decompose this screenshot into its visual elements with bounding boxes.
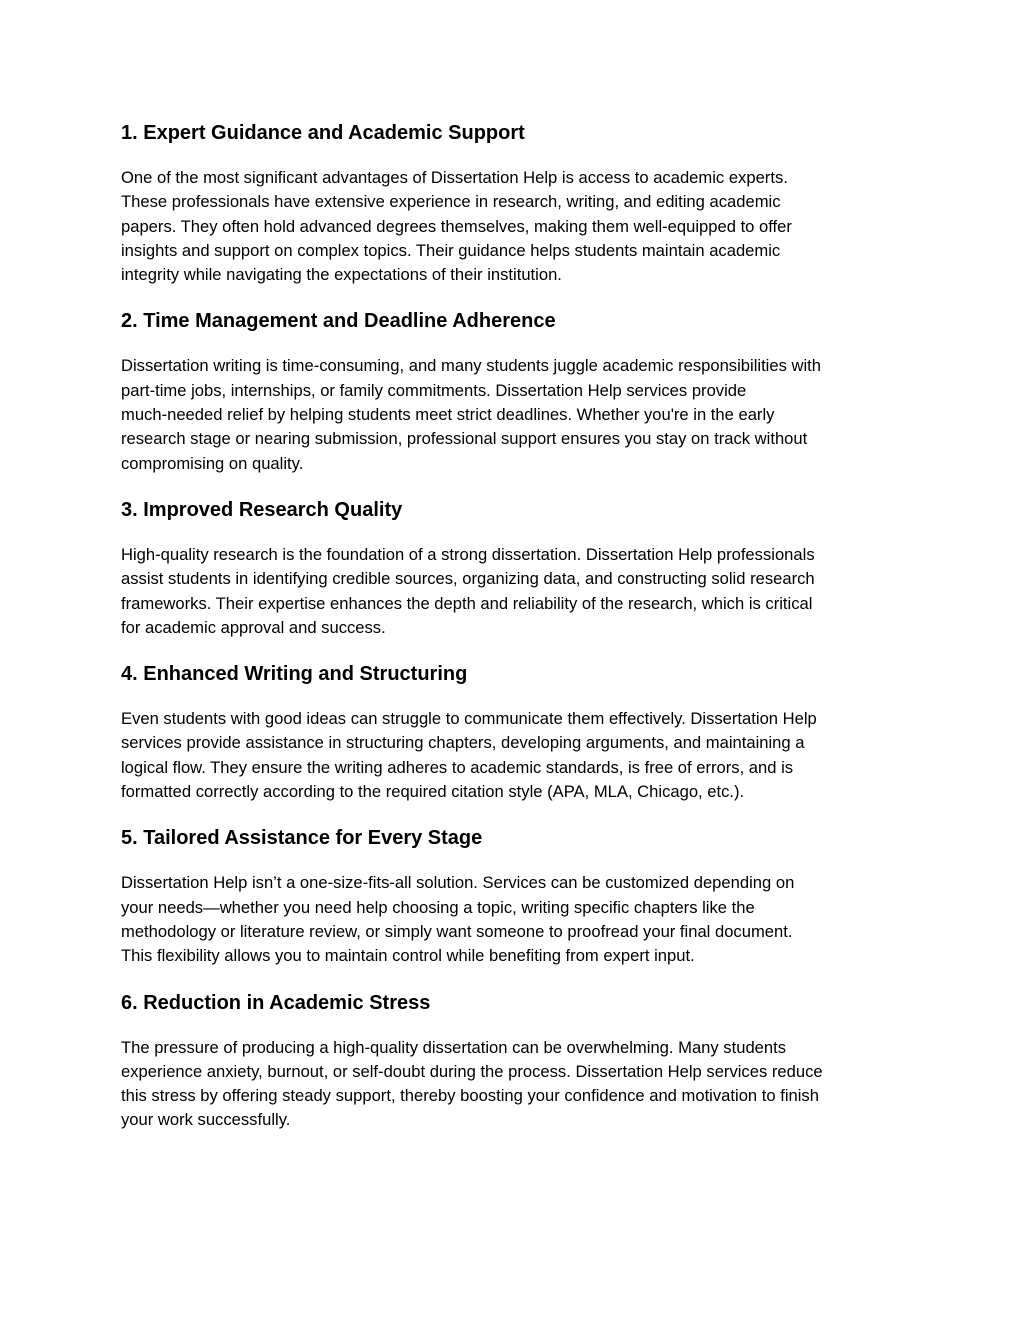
section-tailored-assistance	[121, 824, 911, 968]
paragraph-line: Dissertation Help isn’t a one-size-fits-all solution. Services can be customized depending on	[121, 873, 795, 893]
section-paragraph	[121, 354, 911, 475]
paragraph-line: experience anxiety, burnout, or self-doubt during the process. Dissertation Help services reduce	[121, 1061, 823, 1081]
section-paragraph	[121, 707, 911, 804]
paragraph-line: These professionals have extensive experience in research, writing, and editing academic	[121, 192, 781, 212]
paragraph-line: frameworks. Their expertise enhances the depth and reliability of the research, which is critical	[121, 593, 813, 613]
section-heading: 1. Expert Guidance and Academic Support	[121, 122, 525, 144]
section-time-management	[121, 307, 911, 475]
paragraph-line: services provide assistance in structuring chapters, developing arguments, and maintaining a	[121, 733, 805, 753]
section-heading: 4. Enhanced Writing and Structuring	[121, 663, 468, 686]
paragraph-line: methodology or literature review, or simply want someone to proofread your final document.	[121, 921, 793, 941]
paragraph-line: Even students with good ideas can struggle to communicate them effectively. Dissertation Help	[121, 709, 817, 729]
section-paragraph	[121, 543, 911, 640]
paragraph-line: much-needed relief by helping students meet strict deadlines. Whether you're in the early	[121, 405, 775, 425]
paragraph-line: your needs—whether you need help choosing a topic, writing specific chapters like the	[121, 897, 755, 917]
section-academic-stress	[121, 989, 911, 1133]
paragraph-line: The pressure of producing a high-quality dissertation can be overwhelming. Many students	[121, 1037, 787, 1057]
paragraph-line: High-quality research is the foundation of a strong dissertation. Dissertation Help professionals	[121, 544, 815, 564]
document-content	[121, 119, 911, 1153]
section-paragraph	[121, 1036, 911, 1133]
section-writing-structuring	[121, 660, 911, 804]
paragraph-line: research stage or nearing submission, professional support ensures you stay on track without	[121, 429, 808, 449]
section-paragraph	[121, 166, 911, 287]
paragraph-line: this stress by offering steady support, thereby boosting your confidence and motivation to finish	[121, 1086, 819, 1106]
section-expert-guidance	[121, 119, 911, 287]
paragraph-line: Dissertation writing is time-consuming, and many students juggle academic responsibilities with	[121, 356, 822, 376]
paragraph-line: part-time jobs, internships, or family commitments. Dissertation Help services provide	[121, 380, 747, 400]
paragraph-line: compromising on quality.	[121, 453, 304, 473]
section-paragraph	[121, 871, 911, 968]
paragraph-line: integrity while navigating the expectations of their institution.	[121, 265, 562, 285]
paragraph-line: insights and support on complex topics. Their guidance helps students maintain academic	[121, 240, 781, 260]
paragraph-line: assist students in identifying credible sources, organizing data, and constructing solid research	[121, 569, 815, 589]
section-heading: 6. Reduction in Academic Stress	[121, 991, 431, 1014]
paragraph-line: your work successfully.	[121, 1110, 291, 1130]
paragraph-line: This flexibility allows you to maintain control while benefiting from expert input.	[121, 946, 695, 966]
paragraph-line: formatted correctly according to the required citation style (APA, MLA, Chicago, etc.).	[121, 782, 745, 802]
paragraph-line: for academic approval and success.	[121, 617, 386, 637]
paragraph-line: papers. They often hold advanced degrees themselves, making them well-equipped to offer	[121, 216, 792, 236]
paragraph-line: logical flow. They ensure the writing adheres to academic standards, is free of errors, and is	[121, 757, 794, 777]
section-heading: 5. Tailored Assistance for Every Stage	[121, 827, 483, 850]
section-heading: 3. Improved Research Quality	[121, 498, 403, 521]
section-research-quality	[121, 496, 911, 640]
paragraph-line: One of the most significant advantages of Dissertation Help is access to academic experts.	[121, 168, 788, 187]
section-heading: 2. Time Management and Deadline Adherence	[121, 310, 556, 333]
